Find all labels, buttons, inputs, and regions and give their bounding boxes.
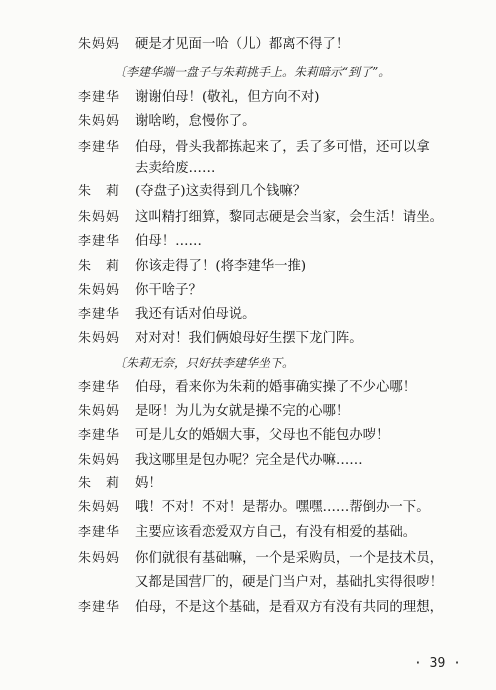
dialogue-line	[0, 328, 496, 352]
speaker-name: 朱妈妈	[78, 453, 121, 468]
dialogue-text: 这叫精打细算，黎同志硬是会当家，会生活！请坐。	[135, 210, 443, 225]
dialogue-line	[0, 181, 496, 205]
speaker-name: 朱妈妈	[78, 210, 121, 225]
stage-direction	[0, 352, 496, 376]
dialogue-text: 对对对！我们俩娘母好生摆下龙门阵。	[135, 331, 363, 346]
dialogue-line	[0, 548, 496, 572]
dialogue-text: 伯母，看来你为朱莉的婚事确实操了不少心哪！	[135, 380, 417, 395]
dialogue-line	[0, 304, 496, 328]
stage-direction	[0, 61, 496, 85]
dialogue-text: 又都是国营厂的，硬是门当户对，基础扎实得很哕！	[135, 575, 443, 590]
dialogue-text: 你们就很有基础嘛，一个是采购员，一个是技术员，	[135, 551, 443, 566]
dialogue-line	[0, 473, 496, 497]
speaker-name: 朱 莉	[78, 259, 121, 274]
dialogue-text: 你该走得了！(将李建华一推)	[135, 259, 307, 274]
dialogue-text: 谢谢伯母！(敬礼，但方向不对)	[135, 90, 320, 105]
speaker-name: 李建华	[78, 140, 121, 155]
dialogue-line	[0, 522, 496, 546]
dialogue-continuation	[0, 572, 496, 596]
speaker-name: 李建华	[78, 600, 121, 615]
dialogue-line	[0, 256, 496, 280]
dialogue-continuation	[0, 158, 496, 182]
dialogue-text: 是呀！为儿为女就是操不完的心哪！	[135, 404, 350, 419]
speaker-name: 李建华	[78, 234, 121, 249]
dialogue-text: 妈！	[135, 476, 162, 491]
speaker-name: 朱妈妈	[78, 37, 121, 52]
stage-direction-text: 〔朱莉无奈，只好扶李建华坐下。	[114, 356, 295, 370]
dialogue-line	[0, 597, 496, 621]
dialogue-line	[0, 111, 496, 135]
speaker-name: 朱妈妈	[78, 283, 121, 298]
dialogue-text: 你干啥子？	[135, 283, 202, 298]
dialogue-text: 主要应该看恋爱双方自己，有没有相爱的基础。	[135, 525, 417, 540]
dialogue-text: 可是儿女的婚姻大事，父母也不能包办哕！	[135, 428, 390, 443]
dialogue-text: 伯母！……	[135, 234, 202, 249]
speaker-name: 朱 莉	[78, 476, 121, 491]
dialogue-line	[0, 425, 496, 449]
dialogue-text: 我还有话对伯母说。	[135, 307, 256, 322]
speaker-name: 朱妈妈	[78, 500, 121, 515]
dialogue-text: 哦！不对！不对！是帮办。嘿嘿……帮倒办一下。	[135, 500, 430, 515]
stage-direction-text: 〔李建华端一盘子与朱莉挑手上。朱莉暗示“到了”。	[114, 65, 391, 79]
dialogue-line	[0, 280, 496, 304]
dialogue-text: 伯母，不是这个基础，是看双方有没有共同的理想，	[135, 600, 443, 615]
dialogue-line	[0, 497, 496, 521]
speaker-name: 朱妈妈	[78, 114, 121, 129]
speaker-name: 朱妈妈	[78, 404, 121, 419]
dialogue-line	[0, 87, 496, 111]
dialogue-text: 谢啥哟，怠慢你了。	[135, 114, 256, 129]
dialogue-line	[0, 401, 496, 425]
dialogue-line	[0, 450, 496, 474]
speaker-name: 李建华	[78, 380, 121, 395]
speaker-name: 朱妈妈	[78, 551, 121, 566]
dialogue-text: (夺盘子)这卖得到几个钱嘛？	[135, 184, 307, 199]
dialogue-line	[0, 377, 496, 401]
speaker-name: 李建华	[78, 307, 121, 322]
page-number: · 39 ·	[414, 656, 461, 671]
dialogue-text: 我这哪里是包办呢？完全是代办嘛……	[135, 453, 363, 468]
speaker-name: 朱 莉	[78, 184, 121, 199]
speaker-name: 李建华	[78, 90, 121, 105]
dialogue-text: 去卖给废……	[135, 161, 216, 176]
speaker-name: 朱妈妈	[78, 331, 121, 346]
speaker-name: 李建华	[78, 428, 121, 443]
speaker-name: 李建华	[78, 525, 121, 540]
dialogue-text: 伯母，骨头我都拣起来了，丢了多可惜，还可以拿	[135, 140, 430, 155]
dialogue-line	[0, 231, 496, 255]
dialogue-line	[0, 207, 496, 231]
dialogue-line	[0, 34, 496, 58]
dialogue-text: 硬是才见面一哈（儿）都离不得了！	[135, 37, 350, 52]
